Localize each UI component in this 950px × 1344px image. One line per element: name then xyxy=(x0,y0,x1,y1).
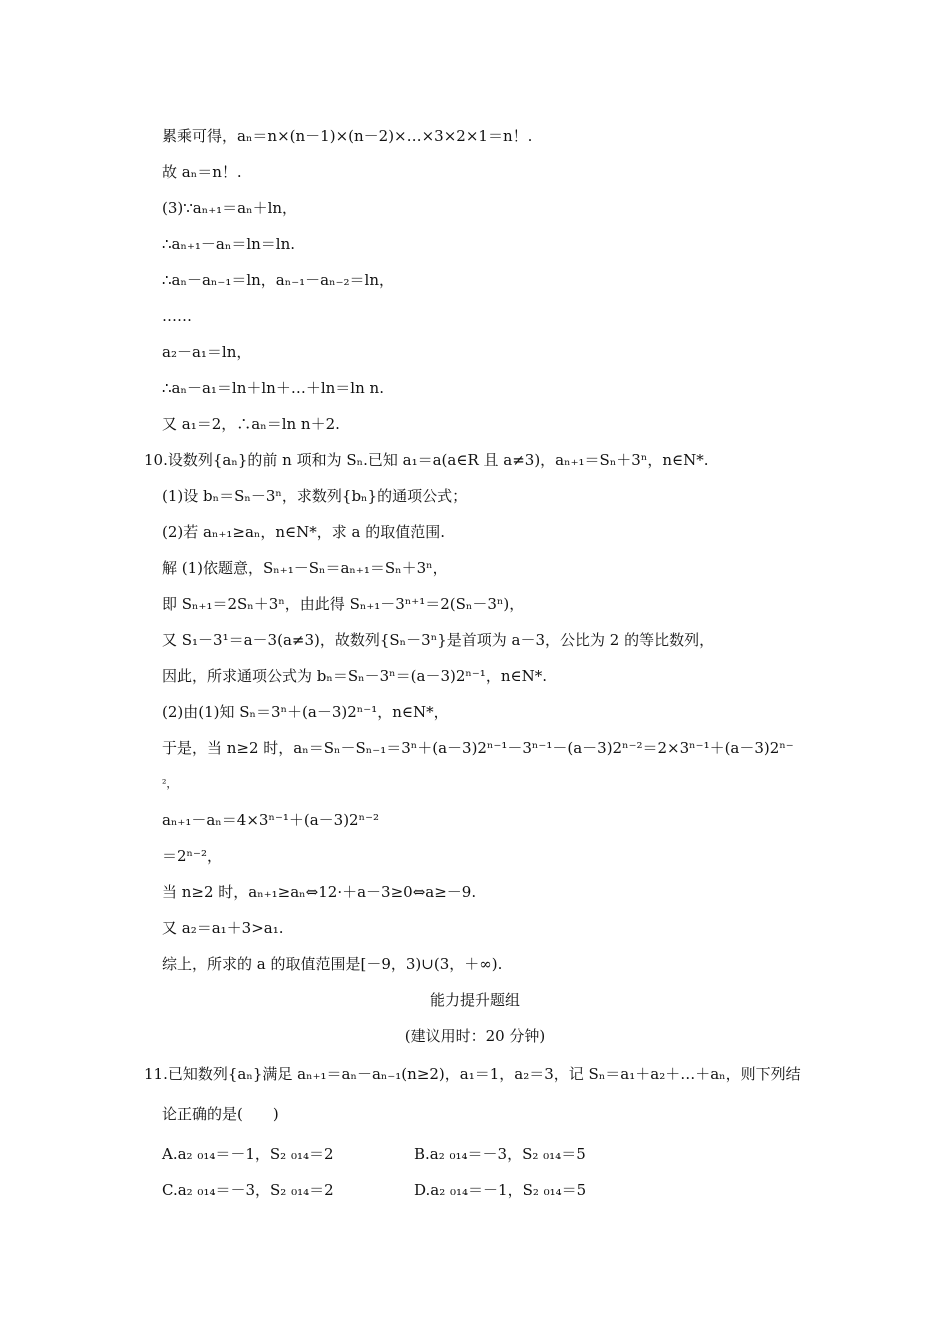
text-line: 论正确的是( ) xyxy=(162,1105,279,1123)
option-c: C.a₂ ₀₁₄＝－3，S₂ ₀₁₄＝2 xyxy=(162,1181,334,1199)
text-line: ∴aₙ－aₙ₋₁＝ln，aₙ₋₁－aₙ₋₂＝ln， xyxy=(162,271,394,289)
text-line: (2)若 aₙ₊₁≥aₙ，n∈N*，求 a 的取值范围. xyxy=(162,523,446,541)
text-line: (3)∵aₙ₊₁＝aₙ＋ln， xyxy=(162,199,298,217)
text-line: 综上，所求的 a 的取值范围是[－9，3)∪(3，＋∞). xyxy=(162,955,503,973)
text-line: 又 S₁－3¹＝a－3(a≠3)，故数列{Sₙ－3ⁿ}是首项为 a－3，公比为 2 的等比数列， xyxy=(162,631,715,649)
text-line: ²， xyxy=(162,777,178,790)
solution-heading: 解 (1)依题意，Sₙ₊₁－Sₙ＝aₙ₊₁＝Sₙ＋3ⁿ， xyxy=(162,559,448,577)
text-line: ∴aₙ－a₁＝ln＋ln＋…＋ln＝ln n. xyxy=(162,379,384,397)
text-line: 故 aₙ＝n！. xyxy=(162,163,242,181)
problem-10-statement: 10.设数列{aₙ}的前 n 项和为 Sₙ.已知 a₁＝a(a∈R 且 a≠3)，aₙ₊₁＝Sₙ＋3ⁿ，n∈N*. xyxy=(144,451,709,469)
text-line: 累乘可得，aₙ＝n×(n－1)×(n－2)×…×3×2×1＝n！. xyxy=(162,127,533,145)
problem-11-statement: 11.已知数列{aₙ}满足 aₙ₊₁＝aₙ－aₙ₋₁(n≥2)，a₁＝1，a₂＝3，记 Sₙ＝a₁＋a₂＋…＋aₙ，则下列结 xyxy=(144,1065,801,1083)
option-b: B.a₂ ₀₁₄＝－3，S₂ ₀₁₄＝5 xyxy=(414,1145,586,1163)
text-line: a₂－a₁＝ln， xyxy=(162,343,252,361)
option-d: D.a₂ ₀₁₄＝－1，S₂ ₀₁₄＝5 xyxy=(414,1181,587,1199)
section-title: 能力提升题组 xyxy=(429,991,520,1009)
text-line: (1)设 bₙ＝Sₙ－3ⁿ，求数列{bₙ}的通项公式； xyxy=(162,487,468,505)
text-line: 于是，当 n≥2 时，aₙ＝Sₙ－Sₙ₋₁＝3ⁿ＋(a－3)2ⁿ⁻¹－3ⁿ⁻¹－(a－3)2ⁿ⁻²＝2×3ⁿ⁻¹＋(a－3)2ⁿ⁻ xyxy=(162,739,794,757)
text-line: 又 a₂＝a₁＋3>a₁. xyxy=(162,919,284,937)
text-line: (2)由(1)知 Sₙ＝3ⁿ＋(a－3)2ⁿ⁻¹，n∈N*， xyxy=(162,703,449,721)
text-line: 即 Sₙ₊₁＝2Sₙ＋3ⁿ，由此得 Sₙ₊₁－3ⁿ⁺¹＝2(Sₙ－3ⁿ)， xyxy=(162,595,525,613)
option-a: A.a₂ ₀₁₄＝－1，S₂ ₀₁₄＝2 xyxy=(162,1145,334,1163)
text-line: ＝2ⁿ⁻²， xyxy=(162,847,222,865)
section-subtitle: (建议用时：20 分钟) xyxy=(404,1027,546,1045)
text-line: 因此，所求通项公式为 bₙ＝Sₙ－3ⁿ＝(a－3)2ⁿ⁻¹，n∈N*. xyxy=(162,667,547,685)
text-line: aₙ₊₁－aₙ＝4×3ⁿ⁻¹＋(a－3)2ⁿ⁻² xyxy=(162,811,380,829)
text-line: …… xyxy=(162,307,192,325)
text-line: ∴aₙ₊₁－aₙ＝ln＝ln. xyxy=(162,235,296,253)
text-line: 又 a₁＝2，∴aₙ＝ln n＋2. xyxy=(162,415,340,433)
text-line: 当 n≥2 时，aₙ₊₁≥aₙ⇔12·＋a－3≥0⇔a≥－9. xyxy=(162,883,477,901)
